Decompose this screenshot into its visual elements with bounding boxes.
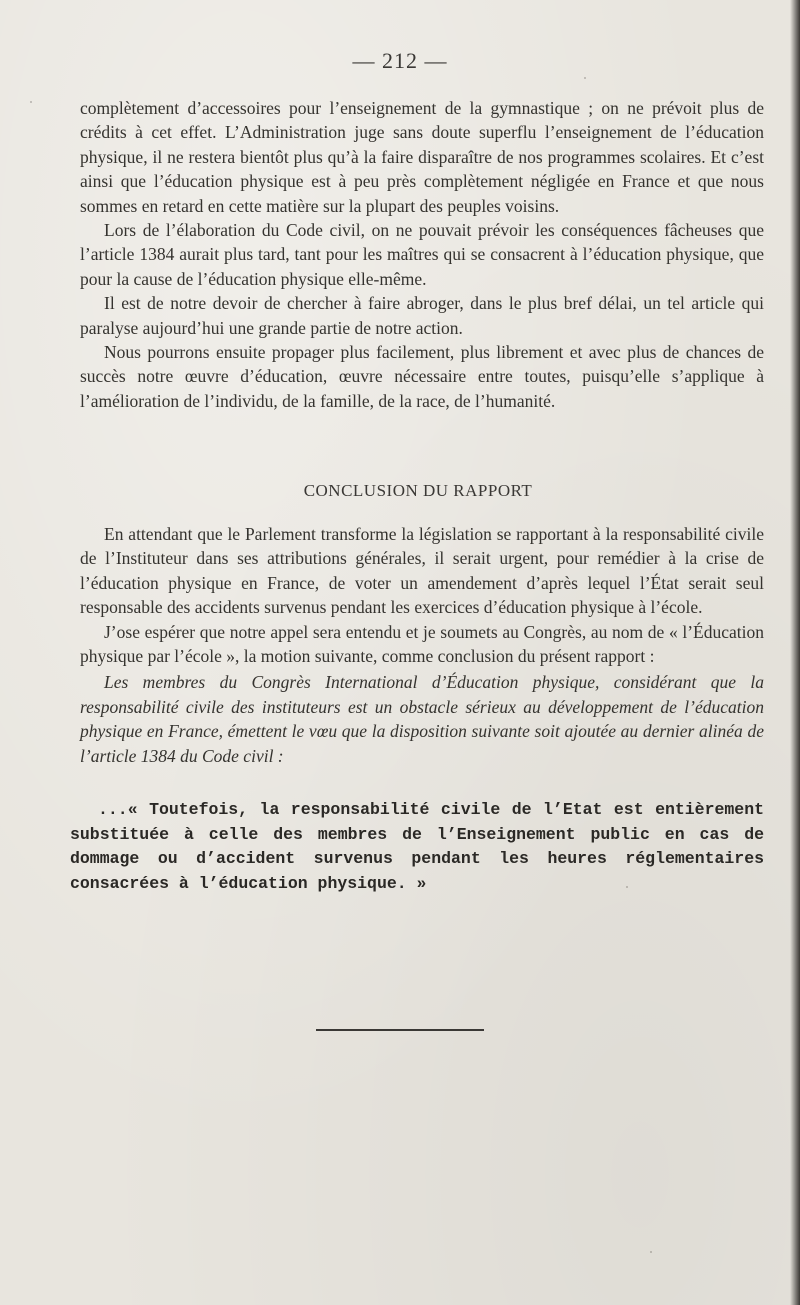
- body-text: [80, 96, 764, 413]
- conclusion-paragraph-1: En attendant que le Parlement transforme la législation se rapportant à la responsabilité civile de l’Instituteur dans ses attributions générales, il serait urgent, pour remédier à la crise de l’éducation physique en France, de voter un amendement d’après lequel l’État serait seul responsable des accidents survenus pendant les exercices d’éducation physique à l’école.: [80, 524, 764, 618]
- page-edge-shadow: [790, 0, 800, 1305]
- page-number: — 212 —: [352, 48, 448, 73]
- conclusion-text: [80, 522, 764, 768]
- motion-text-block: [70, 798, 764, 896]
- motion-intro: Les membres du Congrès International d’Éducation physique, considérant que la responsabilité civile des instituteurs est un obstacle sérieux au développement de l’éducation physique en France, émettent le vœu que la disposition suivante soit ajoutée au dernier alinéa de l’article 1384 du Code civil :: [80, 672, 764, 766]
- paper-speck: [584, 77, 586, 79]
- motion-text: ...« Toutefois, la responsabilité civile de l’Etat est entièrement substituée à celle des membres de l’Enseignement public en cas de dommage ou d’accident survenus pendant les heures réglementaires consacrées à l’éducation physique. »: [70, 800, 764, 893]
- paper-speck: [626, 886, 628, 888]
- paper-speck: [30, 101, 32, 103]
- paragraph-3: Il est de notre devoir de chercher à faire abroger, dans le plus bref délai, un tel article qui paralyse aujourd’hui une grande partie de notre action.: [80, 293, 764, 338]
- section-heading: CONCLUSION DU RAPPORT: [303, 481, 533, 500]
- paragraph-1: complètement d’accessoires pour l’enseignement de la gymnastique ; on ne prévoit plus de crédits à cet effet. L’Administration juge sans doute superflu l’enseignement de l’éducation physique, il ne restera bientôt plus qu’à la faire disparaître de nos programmes scolaires. Et c’est ainsi que l’éducation physique est à peu près complètement négligée en France et que nous sommes en retard en cette matière sur la plupart des peuples voisins.: [80, 98, 764, 216]
- paragraph-2: Lors de l’élaboration du Code civil, on ne pouvait prévoir les conséquences fâcheuses que l’article 1384 aurait plus tard, tant pour les maîtres qui se consacrent à l’éducation physique, que pour la cause de l’éducation physique elle-même.: [80, 220, 764, 289]
- conclusion-paragraph-2: J’ose espérer que notre appel sera entendu et je soumets au Congrès, au nom de « l’Éducation physique par l’école », la motion suivante, comme conclusion du présent rapport :: [80, 621, 764, 667]
- paragraph-4: Nous pourrons ensuite propager plus facilement, plus librement et avec plus de chances de succès notre œuvre d’éducation, œuvre nécessaire entre toutes, puisqu’elle s’applique à l’amélioration de l’individu, de la famille, de la race, de l’humanité.: [80, 342, 764, 411]
- closing-rule: [316, 1029, 484, 1031]
- paper-speck: [650, 1251, 652, 1253]
